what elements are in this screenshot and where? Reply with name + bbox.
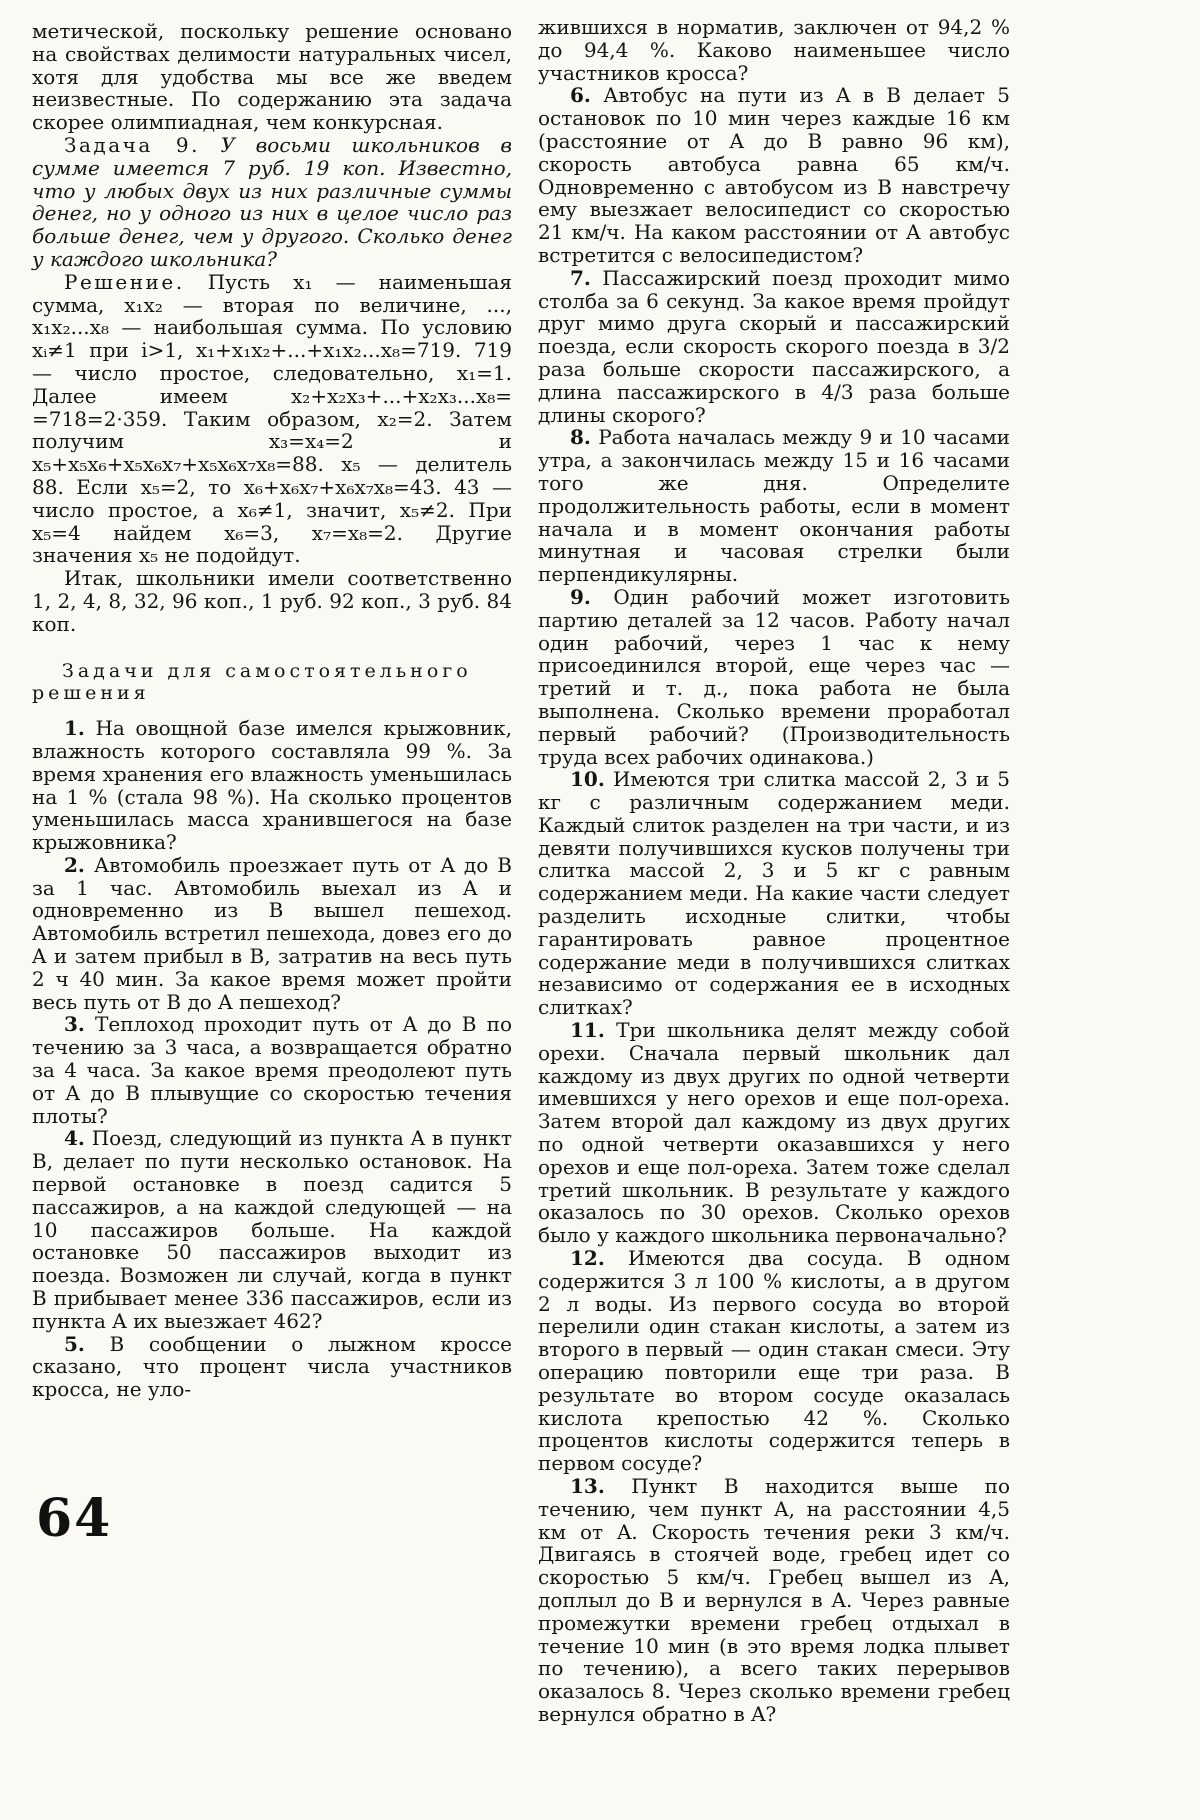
problem-4-number: 4. — [64, 1126, 85, 1151]
problem-3-text: Теплоход проходит путь от A до B по течению за 3 часа, а возвращается обратно за 4 часа. За какое время преодолеют путь от A до B плывущие со скоростью течения плоты? — [32, 1012, 512, 1128]
problem-13 — [538, 1475, 1010, 1726]
left-column — [32, 20, 512, 1401]
problem-4-text: Поезд, следующий из пункта A в пункт B, делает по пути несколько остановок. На первой остановке в поезд садится 5 пассажиров, а на каждой следующей — на 10 пассажиров больше. На каждой остановке 50 пассажиров выходит из поезда. Возможен ли случай, когда в пункт B прибывает менее 336 пассажиров, если из пункта A их выезжает 462? — [32, 1126, 512, 1333]
paragraph-continuation: метической, поскольку решение основано на свойствах делимости натуральных чисел, хотя для удобства мы все же введем неизвестные. По содержанию эта задача скорее олимпиадная, чем конкурсная. — [32, 19, 512, 135]
problem-7 — [538, 267, 1010, 427]
solution-text: Пусть x₁ — наименьшая сумма, x₁x₂ — вторая по величине, ..., x₁x₂...x₈ — наибольшая сумма. По условию xᵢ≠1 при i>1, x₁+x₁x₂+...+x₁x₂...x₈=719. 719 — число простое, следовательно, x₁=1. Далее имеем x₂+x₂x₃+...+x₂x₃...x₈= =718=2·359. Таким образом, x₂=2. Затем получим x₃=x₄=2 и x₅+x₅x₆+x₅x₆x₇+x₅x₆x₇x₈=88. x₅ — делитель 88. Если x₅=2, то x₆+x₆x₇+x₆x₇x₈=43. 43 — число простое, а x₆≠1, значит, x₅≠2. При x₅=4 найдем x₆=3, x₇=x₈=2. Другие значения x₅ не подойдут. — [32, 269, 512, 568]
problem-9-number: 9. — [570, 584, 591, 609]
problem-1-number: 1. — [64, 716, 85, 741]
problem-1-text: На овощной базе имелся крыжовник, влажность которого составляла 99 %. За время хранения его влажность уменьшилась на 1 % (стала 98 %). На сколько процентов уменьшилась масса хранившегося на базе крыжовника? — [32, 716, 512, 855]
problem-10-text: Имеются три слитка массой 2, 3 и 5 кг с различным содержанием меди. Каждый слиток разделен на три части, и из девяти получившихся кусков получены три слитка массой 2, 3 и 5 кг с равным содержанием меди. На какие части следует разделить исходные слитки, чтобы гарантировать равное процентное содержание меди в получившихся слитках независимо от содержания ее в исходных слитках? — [538, 767, 1011, 1020]
problem-7-text: Пассажирский поезд проходит мимо столба за 6 секунд. За какое время пройдут друг мимо друга скорый и пассажирский поезда, если скорость скорого поезда в 3/2 раза больше скорости пассажирского, а длина пассажирского в 4/3 раза больше длины скорого? — [538, 265, 1010, 427]
answer-paragraph: Итак, школьники имели соответственно 1, 2, 4, 8, 32, 96 коп., 1 руб. 92 коп., 3 руб. 84 коп. — [32, 566, 512, 636]
problem-7-number: 7. — [570, 265, 591, 290]
problem-4 — [32, 1127, 512, 1332]
problem-12 — [538, 1247, 1010, 1475]
problem-8-text: Работа началась между 9 и 10 часами утра, а закончилась между 15 и 16 часами того же дня. Определите продолжительность работы, если в момент начала и в момент окончания работы минутная и часовая стрелки были перпендикулярны. — [538, 425, 1011, 587]
problem-13-number: 13. — [570, 1474, 605, 1498]
task-9-statement — [32, 134, 512, 271]
problem-12-number: 12. — [570, 1246, 605, 1271]
solution-paragraph — [32, 271, 512, 567]
problem-3-number: 3. — [64, 1012, 85, 1037]
problem-8-number: 8. — [570, 425, 591, 450]
problem-2-number: 2. — [64, 852, 85, 877]
problem-2 — [32, 854, 512, 1014]
problem-12-text: Имеются два сосуда. В одном содержится 3 л 100 % кислоты, а в другом 2 л воды. Из первого сосуда во второй перелили один стакан кислоты, а затем из второго в первый — один стакан смеси. Эту операцию повторили еще три раза. В результате во втором сосуде оказалась кислота крепостью 42 %. Сколько процентов кислоты содержится теперь в первом сосуде? — [538, 1246, 1011, 1476]
problem-5 — [32, 1333, 512, 1401]
problem-6-number: 6. — [570, 83, 591, 108]
problem-13-text: Пункт B находится выше по течению, чем пункт A, на расстоянии 4,5 км от A. Скорость течения реки 3 км/ч. Двигаясь в стоячей воде, гребец идет со скоростью 5 км/ч. Гребец вышел из A, доплыл до B и вернулся в A. Через равные промежутки времени гребец отдыхал в течение 10 мин (в это время лодка плывет по течению), а всего таких перерывов оказалось 8. Через сколько времени гребец вернулся обратно в A? — [538, 1474, 1011, 1726]
problem-10-number: 10. — [570, 767, 605, 792]
page-number: 64 — [36, 1488, 113, 1549]
problem-10 — [538, 768, 1010, 1019]
problem-9 — [538, 586, 1010, 768]
problem-11 — [538, 1019, 1010, 1247]
solution-label: Решение. — [64, 269, 185, 294]
problem-8 — [538, 426, 1010, 586]
problem-3 — [32, 1013, 512, 1127]
right-column — [538, 16, 1010, 1726]
problem-11-number: 11. — [570, 1018, 605, 1043]
problem-5-continuation: жившихся в норматив, заключен от 94,2 % до 94,4 %. Каково наименьшее число участников кросса? — [538, 15, 1010, 85]
problem-11-text: Три школьника делят между собой орехи. Сначала первый школьник дал каждому из двух других по одной четверти имевшихся у него орехов и еще пол-ореха. Затем второй дал каждому из двух других по одной четверти оказавшихся у него орехов и еще пол-ореха. Затем тоже сделал третий школьник. В результате у каждого оказалось по 30 орехов. Сколько орехов было у каждого школьника первоначально? — [538, 1018, 1011, 1248]
problem-1 — [32, 717, 512, 854]
problem-5-text: В сообщении о лыжном кроссе сказано, что процент числа участников кросса, не уло- — [32, 1331, 512, 1402]
problem-5-number: 5. — [64, 1331, 85, 1356]
problem-6 — [538, 84, 1010, 266]
problem-6-text: Автобус на пути из A в B делает 5 остановок по 10 мин через каждые 16 км (расстояние от A до B равно 96 км), скорость автобуса равна 65 км/ч. Одновременно с автобусом из B навстречу ему выезжает велосипедист со скоростью 21 км/ч. На каком расстоянии от A автобус встретится с велосипедистом? — [538, 83, 1010, 267]
problem-2-text: Автомобиль проезжает путь от A до B за 1 час. Автомобиль выехал из A и одновременно из B вышел пешеход. Автомобиль встретил пешехода, довез его до A и затем прибыл в B, затратив на весь путь 2 ч 40 мин. За какое время может пройти весь путь от B до A пешеход? — [32, 852, 513, 1014]
task-9-label: Задача 9. — [64, 132, 200, 157]
task-9-text: У восьми школьников в сумме имеется 7 руб. 19 коп. Известно, что у любых двух из них различные суммы денег, но у одного из них в целое число раз больше денег, чем у другого. Сколько денег у каждого школьника? — [32, 132, 512, 271]
section-heading: Задачи для самостоятельного решения — [32, 659, 472, 705]
problem-9-text: Один рабочий может изготовить партию деталей за 12 часов. Работу начал один рабочий, через 1 час к нему присоединился второй, еще через час — третий и т. д., пока работа не была выполнена. Сколько времени проработал первый рабочий? (Производительность труда всех рабочих одинакова.) — [538, 584, 1010, 769]
